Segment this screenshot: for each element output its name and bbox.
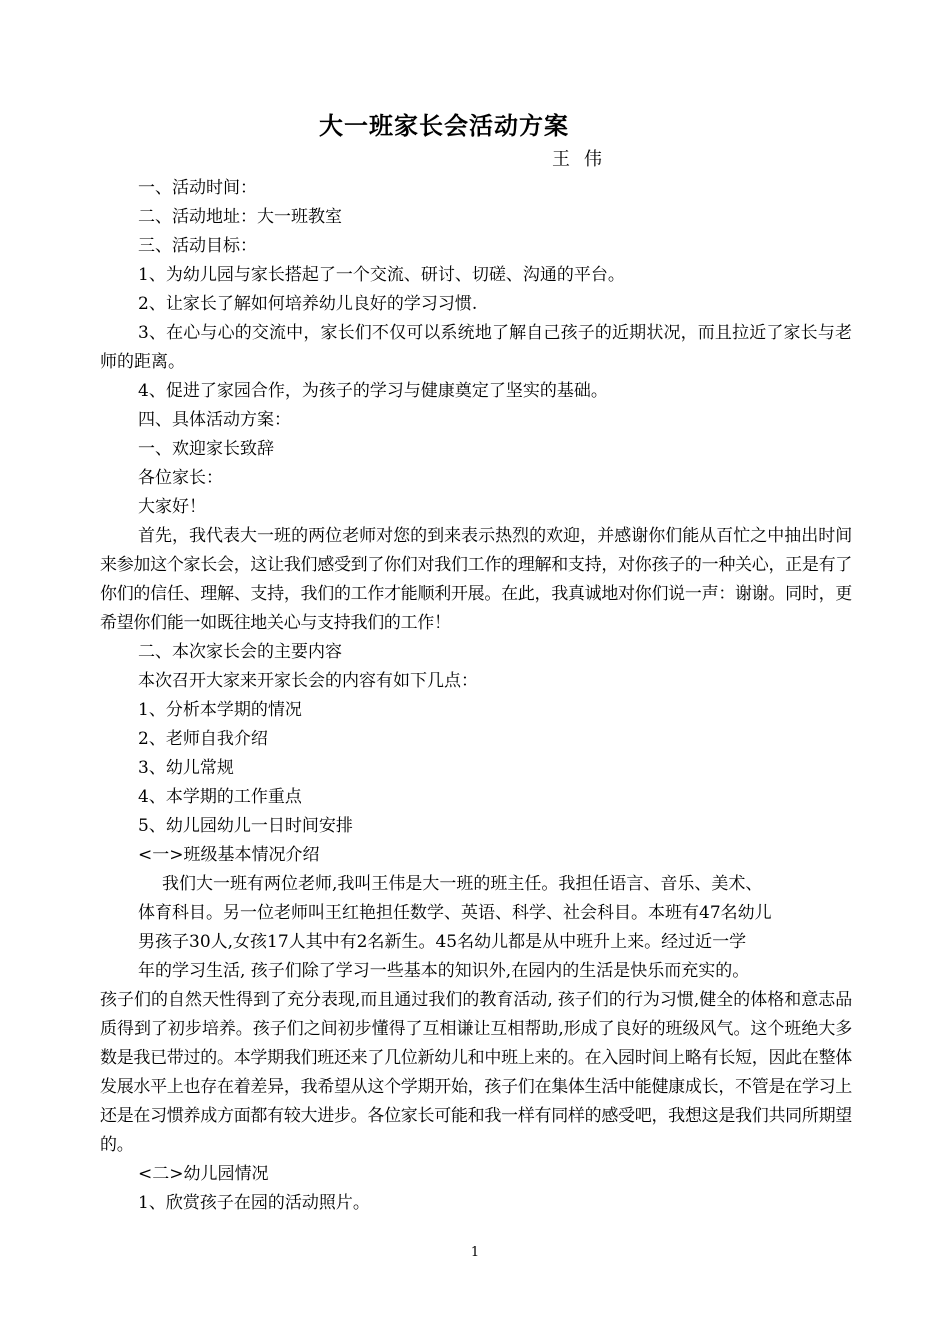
goal-item-4: 4、促进了家园合作，为孩子的学习与健康奠定了坚实的基础。 [138,381,608,401]
class-intro-line-1: 我们大一班有两位老师,我叫王伟是大一班的班主任。我担任语言、音乐、美术、 [162,874,763,894]
content-intro: 本次召开大家来开家长会的内容有如下几点： [138,671,478,691]
greeting-hello: 大家好！ [138,497,206,517]
greeting-parents: 各位家长： [138,468,223,488]
class-intro-line-4: 年的学习生活, 孩子们除了学习一些基本的知识外,在园内的生活是快乐而充实的。 [138,961,750,981]
class-intro-heading: <一>班级基本情况介绍 [138,845,320,865]
content-item-4: 4、本学期的工作重点 [138,787,302,807]
document-body [100,174,852,1218]
plan-heading: 四、具体活动方案： [138,410,291,430]
goal-item-3: 3、在心与心的交流中，家长们不仅可以系统地了解自己孩子的近期状况，而且拉近了家长与老师的距离。 [100,323,852,372]
main-content-heading: 二、本次家长会的主要内容 [138,642,342,662]
content-item-5: 5、幼儿园幼儿一日时间安排 [138,816,353,836]
page-number: 1 [470,1245,480,1260]
welcome-heading: 一、欢迎家长致辞 [138,439,274,459]
author-name: 王伟 [552,149,616,170]
goal-item-1: 1、为幼儿园与家长搭起了一个交流、研讨、切磋、沟通的平台。 [138,265,625,285]
goal-item-2: 2、让家长了解如何培养幼儿良好的学习习惯. [138,294,478,314]
content-item-3: 3、幼儿常规 [138,758,234,778]
activity-goal-heading: 三、活动目标： [138,236,257,256]
activity-location-line: 二、活动地址：大一班教室 [138,207,342,227]
activity-time-line: 一、活动时间： [138,178,257,198]
content-item-1: 1、分析本学期的情况 [138,700,302,720]
content-item-2: 2、老师自我介绍 [138,729,268,749]
photo-item: 1、欣赏孩子在园的活动照片。 [138,1193,370,1213]
class-intro-line-3: 男孩子30人,女孩17人其中有2名新生。45名幼儿都是从中班升上来。经过近一学 [138,932,747,952]
kindergarten-heading: <二>幼儿园情况 [138,1164,269,1184]
class-intro-line-2: 体育科目。另一位老师叫王红艳担任数学、英语、科学、社会科目。本班有47名幼儿 [138,903,772,923]
class-intro-paragraph: 孩子们的自然天性得到了充分表现,而且通过我们的教育活动, 孩子们的行为习惯,健全的体格和意志品质得到了初步培养。孩子们之间初步懂得了互相谦让互相帮助,形成了良好的班级风气。这个班绝大多数是我已带过的。本学期我们班还来了几位新幼儿和中班上来的。在入园时间上略有长短，因此在整体发展水平上也存在着差异，我希望从这个学期开始，孩子们在集体生活中能健康成长，不管是在学习上还是在习惯养成方面都有较大进步。各位家长可能和我一样有同样的感受吧，我想这是我们共同所期望的。 [100,990,852,1155]
page-title: 大一班家长会活动方案 [319,112,569,140]
welcome-paragraph: 首先，我代表大一班的两位老师对您的到来表示热烈的欢迎，并感谢你们能从百忙之中抽出时间来参加这个家长会，这让我们感受到了你们对我们工作的理解和支持，对你孩子的一种关心，正是有了你们的信任、理解、支持，我们的工作才能顺利开展。在此，我真诚地对你们说一声：谢谢。同时，更希望你们能一如既往地关心与支持我们的工作！ [100,526,852,633]
